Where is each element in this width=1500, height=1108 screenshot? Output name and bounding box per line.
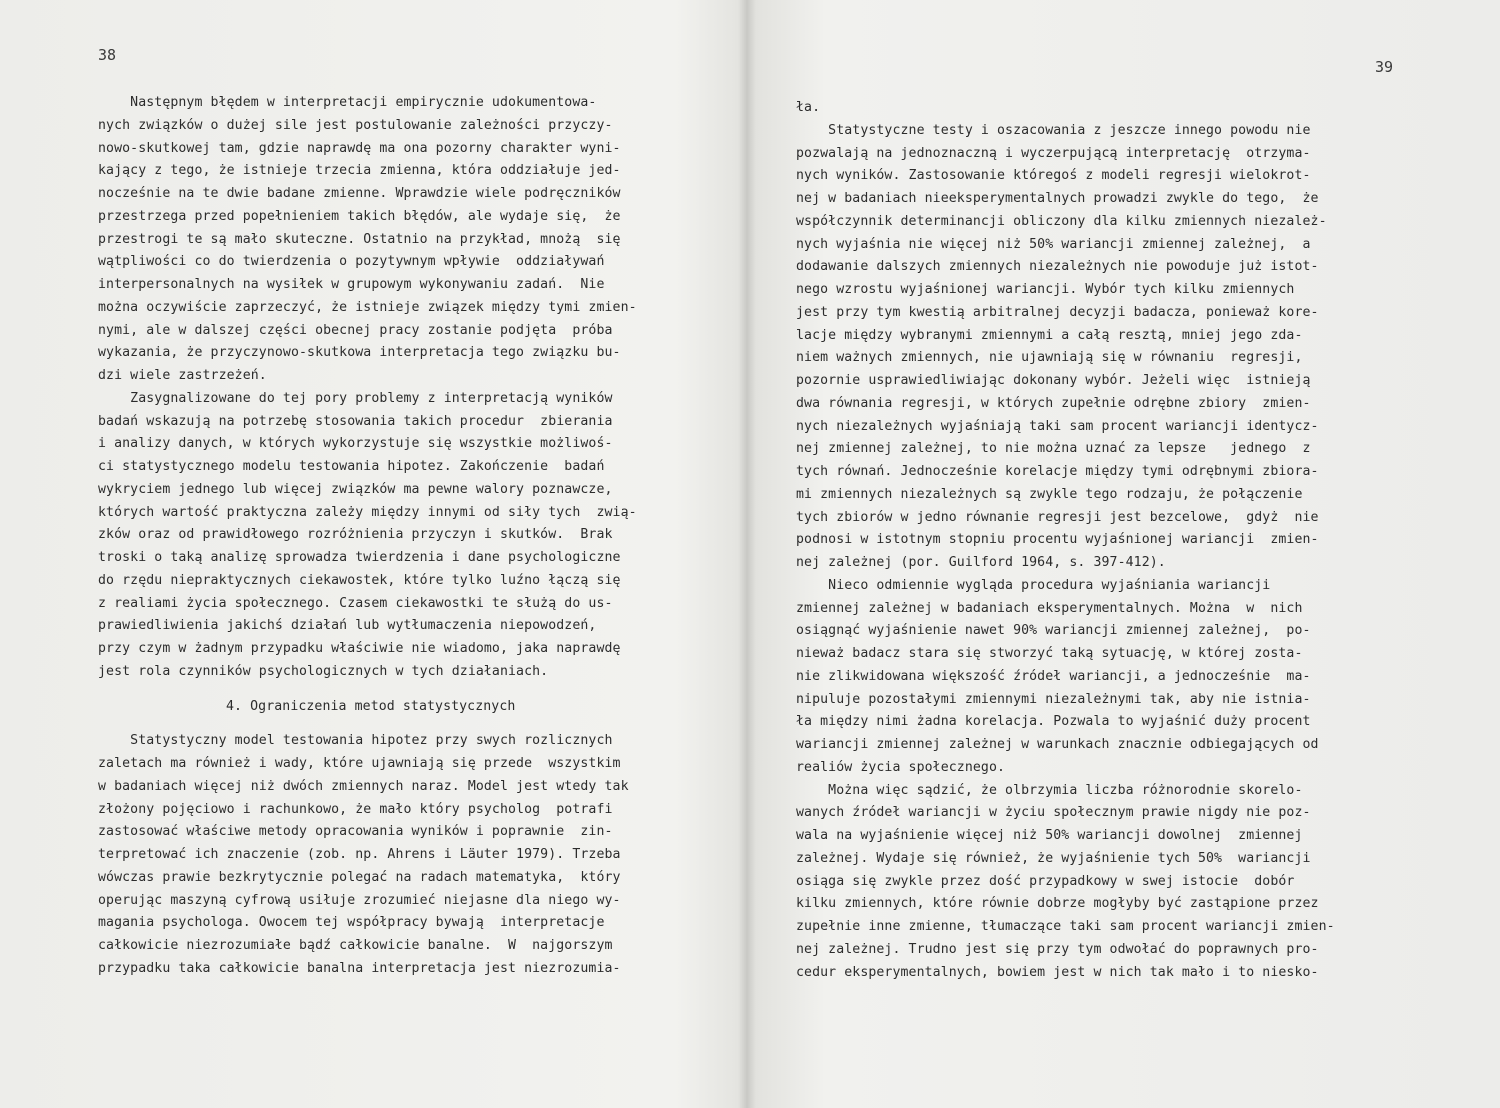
- text-line: tych równań. Jednocześnie korelacje między tymi odrębnymi zbiora-: [796, 464, 1319, 479]
- text-line: nymi, ale w dalszej części obecnej pracy zostanie podjęta próba: [98, 322, 613, 338]
- text-line: magania psychologa. Owocem tej współpracy bywają interpretacje: [98, 915, 605, 931]
- text-line: zastosować właściwe metody opracowania wyników i poprawnie zin-: [98, 824, 613, 840]
- text-line: pozwalają na jednoznaczną i wyczerpującą interpretację otrzyma-: [796, 145, 1311, 161]
- text-line: jest przy tym kwestią arbitralnej decyzji badacza, ponieważ kore-: [796, 304, 1319, 320]
- text-line: Następnym błędem w interpretacji empirycznie udokumentowa-: [98, 95, 597, 110]
- text-line: zaletach ma również i wady, które ujawniają się przede wszystkim: [98, 756, 621, 771]
- text-line: nych związków o dużej sile jest postulowanie zależności przyczy-: [98, 117, 613, 133]
- text-line: nieważ badacz stara się stworzyć taką sytuację, w której zosta-: [796, 646, 1303, 661]
- left-body-top: [98, 92, 728, 684]
- text-line: całkowicie niezrozumiałe bądź całkowicie banalne. W najgorszym: [98, 938, 613, 953]
- text-line: Nieco odmiennie wygląda procedura wyjaśniania wariancji: [796, 577, 1271, 593]
- text-line: Statystyczny model testowania hipotez przy swych rozlicznych: [98, 733, 613, 749]
- text-line: nej zależnej (por. Guilford 1964, s. 397-412).: [796, 555, 1166, 570]
- text-line: ci statystycznego modelu testowania hipotez. Zakończenie badań: [98, 459, 605, 474]
- text-line: mi zmiennych niezależnych są zwykle tego rodzaju, że połączenie: [796, 486, 1303, 502]
- text-line: Można więc sądzić, że olbrzymia liczba różnorodnie skorelo-: [796, 782, 1303, 798]
- text-line: dzi wiele zastrzeżeń.: [98, 368, 267, 383]
- text-line: przypadku taka całkowicie banalna interpretacja jest niezrozumia-: [98, 960, 621, 976]
- text-line: nego wzrostu wyjaśnionej wariancji. Wybór tych kilku zmiennych: [796, 282, 1295, 297]
- text-line: lacje między wybranymi zmiennymi a całą resztą, mniej jego zda-: [796, 327, 1303, 343]
- text-line: kilku zmiennych, które równie dobrze mogłyby być zastąpione przez: [796, 896, 1319, 912]
- text-line: zupełnie inne zmienne, tłumaczące taki sam procent wariancji zmien-: [796, 919, 1335, 934]
- text-line: Statystyczne testy i oszacowania z jeszcze innego powodu nie: [796, 122, 1311, 138]
- text-line: i analizy danych, w których wykorzystuje się wszystkie możliwoś-: [98, 436, 613, 452]
- text-line: nipuluje pozostałymi zmiennymi niezależnymi tak, aby nie istnia-: [796, 691, 1311, 707]
- text-line: nych niezależnych wyjaśniają taki sam procent wariancji identycz-: [796, 418, 1319, 434]
- text-line: niem ważnych zmiennych, nie ujawniają się w równaniu regresji,: [796, 350, 1303, 366]
- text-line: prawiedliwienia jakichś działań lub wytłumaczenia niepowodzeń,: [98, 618, 597, 634]
- text-line: z realiami życia społecznego. Czasem ciekawostki te służą do us-: [98, 595, 613, 611]
- text-line: w badaniach więcej niż dwóch zmiennych naraz. Model jest wtedy tak: [98, 778, 629, 794]
- text-line: operując maszyną cyfrową usiłuje zrozumieć niejasne dla niego wy-: [98, 892, 621, 908]
- text-line: zależnej. Wydaje się również, że wyjaśnienie tych 50% wariancji: [796, 850, 1311, 866]
- text-line: wówczas prawie bezkrytycznie polegać na radach matematyka, który: [98, 869, 621, 885]
- text-line: przy czym w żadnym przypadku właściwie nie wiadomo, jaka naprawdę: [98, 641, 621, 656]
- text-line: osiąga się zwykle przez dość przypadkowy w swej istocie dobór: [796, 873, 1295, 889]
- text-line: nej zależnej. Trudno jest się przy tym odwołać do poprawnych pro-: [796, 941, 1319, 957]
- text-line: cedur eksperymentalnych, bowiem jest w nich tak mało i to niesko-: [796, 964, 1319, 980]
- text-line: nych wyników. Zastosowanie któregoś z modeli regresji wielokrot-: [796, 168, 1311, 184]
- text-line: złożony pojęciowo i rachunkowo, że mało który psycholog potrafi: [98, 801, 613, 817]
- text-line: wykazania, że przyczynowo-skutkowa interpretacja tego związku bu-: [98, 345, 621, 361]
- text-line: wykryciem jednego lub więcej związków ma pewne walory poznawcze,: [98, 481, 613, 497]
- text-line: wala na wyjaśnienie więcej niż 50% wariancji dowolnej zmiennej: [796, 828, 1303, 843]
- text-line: nie zlikwidowana większość źródeł wariancji, a jednocześnie ma-: [796, 668, 1311, 684]
- text-line: ła między nimi żadna korelacja. Pozwala to wyjaśnić duży procent: [796, 714, 1311, 730]
- text-line: terpretować ich znaczenie (zob. np. Ahrens i Läuter 1979). Trzeba: [98, 847, 621, 862]
- page-number-left: 38: [98, 46, 117, 64]
- text-line: wątpliwości co do twierdzenia o pozytywnym wpływie oddziaływań: [98, 254, 605, 270]
- text-line: wariancji zmiennej zależnej w warunkach znacznie odbiegających od: [796, 737, 1319, 752]
- text-line: zmiennej zależnej w badaniach eksperymentalnych. Można w nich: [796, 600, 1303, 616]
- text-line: nocześnie na te dwie badane zmienne. Wprawdzie wiele podręczników: [98, 186, 621, 201]
- text-line: nej zmiennej zależnej, to nie można uznać za lepsze jednego z: [796, 441, 1311, 457]
- text-line: jest rola czynników psychologicznych w tych działaniach.: [98, 663, 549, 679]
- right-page-text: [796, 97, 1416, 984]
- text-line: których wartość praktyczna zależy między innymi od siły tych zwią-: [98, 504, 637, 520]
- left-page: [0, 0, 746, 1108]
- left-page-text: [98, 92, 728, 981]
- right-page: [752, 0, 1500, 1108]
- section-heading: 4. Ograniczenia metod statystycznych: [226, 698, 516, 714]
- text-line: dwa równania regresji, w których zupełnie odrębne zbiory zmien-: [796, 395, 1311, 411]
- text-line: Zasygnalizowane do tej pory problemy z interpretacją wyników: [98, 390, 613, 406]
- text-line: osiągnąć wyjaśnienie nawet 90% wariancji zmiennej zależnej, po-: [796, 623, 1311, 639]
- text-line: przestrzega przed popełnieniem takich błędów, ale wydaje się, że: [98, 208, 621, 224]
- text-line: do rzędu niepraktycznych ciekawostek, które tylko luźno łączą się: [98, 572, 621, 588]
- text-line: nej w badaniach nieeksperymentalnych prowadzi zwykle do tego, że: [796, 191, 1319, 206]
- text-line: podnosi w istotnym stopniu procentu wyjaśnionej wariancji zmien-: [796, 532, 1319, 548]
- text-line: dodawanie dalszych zmiennych niezależnych nie powoduje już istot-: [796, 259, 1319, 275]
- text-line: ła.: [796, 100, 821, 115]
- text-line: nowo-skutkowej tam, gdzie naprawdę ma ona pozorny charakter wyni-: [98, 140, 621, 156]
- text-line: można oczywiście zaprzeczyć, że istnieje związek między tymi zmien-: [98, 299, 637, 315]
- text-line: realiów życia społecznego.: [796, 759, 1006, 775]
- text-line: badań wskazują na potrzebę stosowania takich procedur zbierania: [98, 413, 613, 429]
- text-line: interpersonalnych na wysiłek w grupowym wykonywaniu zadań. Nie: [98, 277, 605, 292]
- text-line: kający z tego, że istnieje trzecia zmienna, która oddziałuje jed-: [98, 163, 621, 179]
- text-line: przestrogi te są mało skuteczne. Ostatnio na przykład, mnożą się: [98, 231, 621, 247]
- page-number-right: 39: [1374, 58, 1393, 76]
- text-line: zków oraz od prawidłowego rozróżnienia przyczyn i skutków. Brak: [98, 527, 613, 543]
- text-line: tych zbiorów w jedno równanie regresji jest bezcelowe, gdyż nie: [796, 509, 1319, 525]
- text-line: troski o taką analizę sprowadza twierdzenia i dane psychologiczne: [98, 550, 621, 565]
- text-line: nych wyjaśnia nie więcej niż 50% wariancji zmiennej zależnej, a: [796, 236, 1311, 252]
- text-line: współczynnik determinancji obliczony dla kilku zmiennych niezależ-: [796, 213, 1327, 229]
- text-line: wanych źródeł wariancji w życiu społecznym prawie nigdy nie poz-: [796, 805, 1311, 821]
- left-body-bottom: [98, 730, 728, 980]
- text-line: pozornie usprawiedliwiając dokonany wybór. Jeżeli więc istnieją: [796, 373, 1311, 388]
